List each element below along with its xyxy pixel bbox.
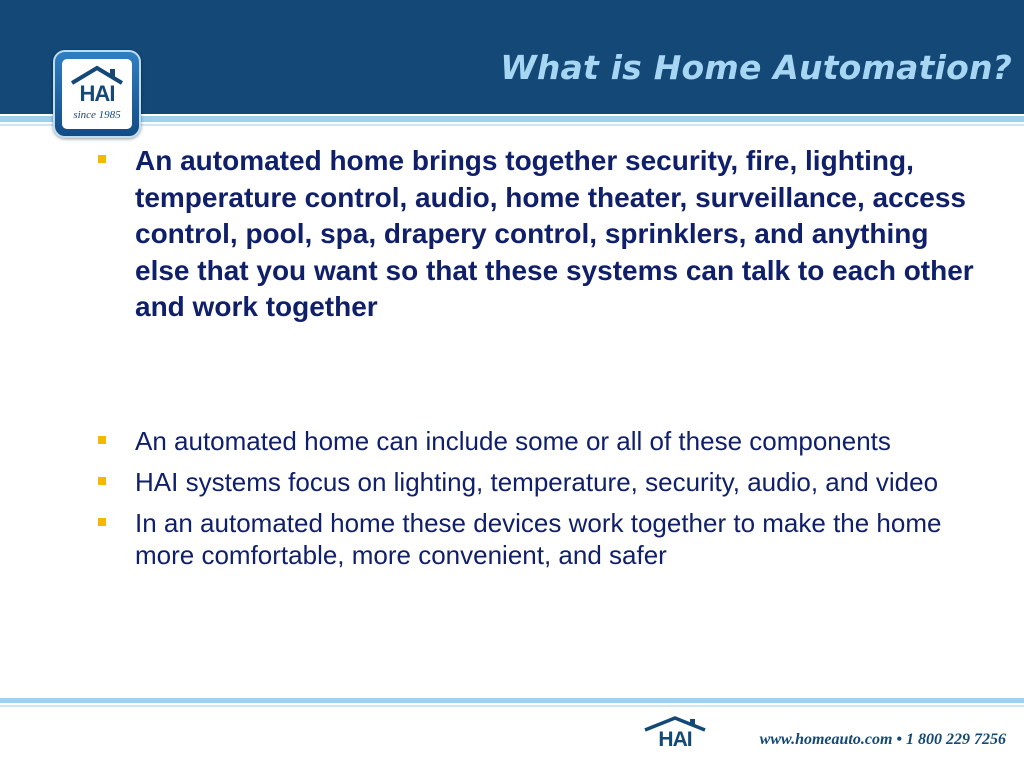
bullet-text: HAI systems focus on lighting, temperature, security, audio, and video [135,466,939,497]
footer-hai-logo [642,716,708,752]
square-bullet-icon [98,477,106,485]
footer-contact: www.homeauto.com • 1 800 229 7256 [759,731,1006,748]
bullet-item [98,425,988,457]
hai-logo-badge [53,50,141,138]
logo-tagline: since 1985 [73,109,121,121]
square-bullet-icon [98,155,106,163]
square-bullet-icon [98,436,106,444]
footer-divider [0,698,1024,703]
header-divider-thin [0,124,1024,126]
bullet-item [98,466,988,498]
bullet-text: An automated home brings together security, fire, lighting, temperature control, audio, home theater, surveillance, access control, pool, spa, drapery control, sprinklers, and anything else that you want so that these systems can talk to each other and work together [135,145,974,322]
hai-logo [62,59,132,129]
square-bullet-icon [98,518,106,526]
footer-divider-thin [0,705,1024,707]
footer-logo-mark: HAI [658,728,692,751]
bullet-list [98,143,988,571]
bullet-item [98,507,988,571]
bullet-text: In an automated home these devices work together to make the home more comfortable, more convenient, and safer [135,507,942,570]
slide-title: What is Home Automation? [500,48,1012,87]
logo-mark: HAI [79,81,115,106]
header-divider [0,116,1024,122]
bullet-item [98,143,988,326]
bullet-text: An automated home can include some or all of these components [135,425,891,456]
